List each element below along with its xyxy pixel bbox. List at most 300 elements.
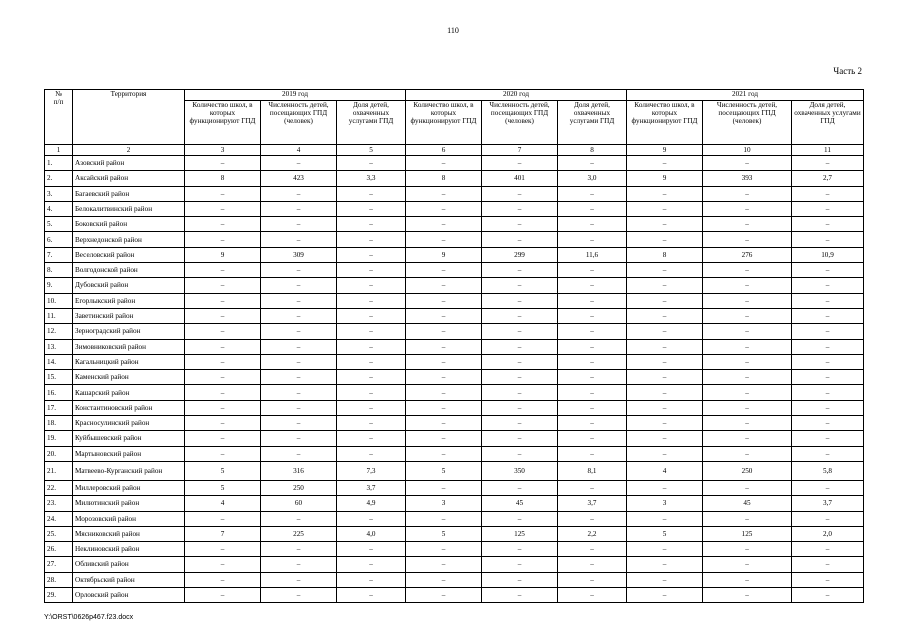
value-cell: – [185,385,261,400]
value-cell: – [558,156,627,171]
territory-name: Заветинский район [73,308,185,323]
row-number: 21. [45,461,73,480]
value-cell: – [558,542,627,557]
row-number: 12. [45,324,73,339]
value-cell: 3,7 [792,496,864,511]
value-cell: – [703,588,792,603]
value-cell: – [792,446,864,461]
value-cell: 9 [406,247,482,262]
value-cell: – [482,416,558,431]
territory-name: Матвеево-Курганский район [73,461,185,480]
value-cell: – [482,572,558,587]
row-number: 1. [45,156,73,171]
table-row [45,324,864,339]
value-cell: 309 [261,247,337,262]
value-cell: – [406,201,482,216]
value-cell: – [261,186,337,201]
row-number: 28. [45,572,73,587]
value-cell: – [337,511,406,526]
value-cell: – [185,201,261,216]
value-cell: – [406,217,482,232]
value-cell: – [703,186,792,201]
value-cell: – [185,416,261,431]
value-cell: – [627,572,703,587]
value-cell: – [261,431,337,446]
value-cell: 8 [406,171,482,186]
value-cell: – [558,201,627,216]
value-cell: – [185,431,261,446]
row-number: 14. [45,354,73,369]
column-numbers-row [45,145,864,156]
value-cell: – [703,278,792,293]
value-cell: – [558,354,627,369]
header-schools-2019: Количество школ, в которых функционируют ГПД [185,101,261,145]
territory-name: Волгодонской район [73,263,185,278]
value-cell: – [185,354,261,369]
value-cell: – [337,339,406,354]
value-cell: – [703,156,792,171]
column-number-cell: 9 [627,145,703,156]
header-num: № п/п [45,90,73,145]
value-cell: 8,1 [558,461,627,480]
row-number: 16. [45,385,73,400]
table-row [45,572,864,587]
value-cell: 225 [261,526,337,541]
value-cell: – [185,156,261,171]
value-cell: – [558,400,627,415]
value-cell: – [261,400,337,415]
territory-name: Неклиновский район [73,542,185,557]
value-cell: – [261,572,337,587]
value-cell: – [261,588,337,603]
territory-name: Октябрьский район [73,572,185,587]
value-cell: – [558,572,627,587]
value-cell: – [337,446,406,461]
value-cell: – [627,370,703,385]
value-cell: – [627,186,703,201]
value-cell: – [185,324,261,339]
value-cell: – [261,156,337,171]
value-cell: – [261,385,337,400]
value-cell: 2,0 [792,526,864,541]
territory-name: Красносулинский район [73,416,185,431]
header-share-2020: Доля детей, охваченных услугами ГПД [558,101,627,145]
value-cell: – [185,588,261,603]
value-cell: – [482,201,558,216]
value-cell: – [482,308,558,323]
value-cell: – [261,511,337,526]
value-cell: – [261,324,337,339]
value-cell: – [261,232,337,247]
value-cell: – [792,324,864,339]
table-row [45,557,864,572]
value-cell: – [406,385,482,400]
value-cell: – [185,557,261,572]
value-cell: – [627,431,703,446]
value-cell: – [703,431,792,446]
value-cell: – [337,293,406,308]
value-cell: – [482,339,558,354]
row-number: 22. [45,480,73,495]
value-cell: 5 [406,526,482,541]
row-number: 6. [45,232,73,247]
value-cell: – [558,480,627,495]
value-cell: 3,7 [558,496,627,511]
table-row [45,400,864,415]
value-cell: 393 [703,171,792,186]
value-cell: 3,3 [337,171,406,186]
value-cell: – [406,572,482,587]
value-cell: – [703,385,792,400]
value-cell: 3,7 [337,480,406,495]
value-cell: 5 [627,526,703,541]
value-cell: 2,7 [792,171,864,186]
value-cell: 5 [406,461,482,480]
value-cell: – [406,446,482,461]
value-cell: – [558,217,627,232]
header-row-years [45,90,864,101]
value-cell: – [627,278,703,293]
value-cell: – [337,324,406,339]
territory-name: Зимовниковский район [73,339,185,354]
part-label: Часть 2 [833,66,862,76]
row-number: 7. [45,247,73,262]
value-cell: – [337,416,406,431]
row-number: 27. [45,557,73,572]
value-cell: – [482,446,558,461]
value-cell: 3,0 [558,171,627,186]
value-cell: – [406,431,482,446]
value-cell: – [627,557,703,572]
value-cell: – [703,201,792,216]
value-cell: – [703,308,792,323]
value-cell: – [482,293,558,308]
value-cell: – [406,511,482,526]
header-children-2020: Численность детей, посещающих ГПД (человек) [482,101,558,145]
header-share-2019: Доля детей, охваченных услугами ГПД [337,101,406,145]
value-cell: – [406,588,482,603]
territory-name: Орловский район [73,588,185,603]
value-cell: – [406,400,482,415]
page-number: 110 [447,26,459,35]
value-cell: – [261,278,337,293]
value-cell: – [558,324,627,339]
value-cell: – [703,572,792,587]
value-cell: 7,3 [337,461,406,480]
row-number: 15. [45,370,73,385]
table-row [45,496,864,511]
value-cell: – [703,400,792,415]
value-cell: – [792,293,864,308]
value-cell: 7 [185,526,261,541]
value-cell: – [337,308,406,323]
value-cell: – [406,156,482,171]
value-cell: 3 [406,496,482,511]
value-cell: – [558,370,627,385]
value-cell: – [792,278,864,293]
value-cell: – [482,278,558,293]
value-cell: – [558,232,627,247]
value-cell: 2,2 [558,526,627,541]
row-number: 10. [45,293,73,308]
territory-name: Константиновский район [73,400,185,415]
value-cell: – [261,557,337,572]
value-cell: – [337,217,406,232]
value-cell: – [261,416,337,431]
value-cell: – [558,557,627,572]
value-cell: – [337,232,406,247]
column-number-cell: 8 [558,145,627,156]
column-number-cell: 6 [406,145,482,156]
value-cell: – [558,308,627,323]
value-cell: – [185,186,261,201]
value-cell: 4 [627,461,703,480]
value-cell: – [406,354,482,369]
value-cell: – [558,263,627,278]
value-cell: 316 [261,461,337,480]
value-cell: – [406,480,482,495]
territory-name: Веселовский район [73,247,185,262]
row-number: 26. [45,542,73,557]
value-cell: – [792,156,864,171]
value-cell: 250 [261,480,337,495]
value-cell: – [482,542,558,557]
row-number: 23. [45,496,73,511]
territory-name: Обливский район [73,557,185,572]
column-number-cell: 11 [792,145,864,156]
row-number: 19. [45,431,73,446]
table-row [45,526,864,541]
value-cell: – [703,354,792,369]
column-number-cell: 5 [337,145,406,156]
column-number-cell: 2 [73,145,185,156]
value-cell: – [627,588,703,603]
table-row [45,431,864,446]
table-row [45,461,864,480]
value-cell: – [337,156,406,171]
header-year-2021: 2021 год [627,90,864,101]
value-cell: – [185,511,261,526]
value-cell: – [558,278,627,293]
value-cell: – [261,201,337,216]
row-number: 9. [45,278,73,293]
row-number: 29. [45,588,73,603]
value-cell: 125 [482,526,558,541]
value-cell: – [792,217,864,232]
value-cell: – [703,339,792,354]
table-body [45,156,864,603]
value-cell: – [558,446,627,461]
value-cell: – [482,156,558,171]
value-cell: – [185,278,261,293]
value-cell: – [627,308,703,323]
value-cell: – [482,217,558,232]
value-cell: – [703,232,792,247]
value-cell: – [261,339,337,354]
value-cell: – [406,186,482,201]
column-number-cell: 10 [703,145,792,156]
table-row [45,542,864,557]
value-cell: – [261,354,337,369]
value-cell: – [703,542,792,557]
header-year-2019: 2019 год [185,90,406,101]
territory-name: Каменский район [73,370,185,385]
column-number-cell: 3 [185,145,261,156]
value-cell: – [703,217,792,232]
value-cell: 60 [261,496,337,511]
row-number: 2. [45,171,73,186]
value-cell: – [627,354,703,369]
value-cell: 4,9 [337,496,406,511]
value-cell: – [703,263,792,278]
value-cell: – [482,324,558,339]
value-cell: – [703,480,792,495]
value-cell: – [406,308,482,323]
value-cell: – [792,186,864,201]
value-cell: – [406,542,482,557]
territory-name: Багаевский район [73,186,185,201]
table-row [45,416,864,431]
value-cell: – [792,480,864,495]
value-cell: – [627,400,703,415]
value-cell: – [337,247,406,262]
value-cell: – [627,416,703,431]
table-row [45,370,864,385]
value-cell: 5 [185,461,261,480]
value-cell: – [792,542,864,557]
value-cell: – [261,293,337,308]
header-schools-2021: Количество школ, в которых функционируют ГПД [627,101,703,145]
table-row [45,278,864,293]
value-cell: – [627,339,703,354]
value-cell: – [406,324,482,339]
value-cell: – [261,308,337,323]
value-cell: – [792,339,864,354]
value-cell: – [558,588,627,603]
value-cell: – [482,557,558,572]
value-cell: 350 [482,461,558,480]
value-cell: 9 [627,171,703,186]
row-number: 13. [45,339,73,354]
row-number: 20. [45,446,73,461]
value-cell: – [185,217,261,232]
value-cell: 276 [703,247,792,262]
value-cell: – [482,263,558,278]
value-cell: 3 [627,496,703,511]
value-cell: 10,9 [792,247,864,262]
value-cell: 5,8 [792,461,864,480]
value-cell: – [406,416,482,431]
header-schools-2020: Количество школ, в которых функционируют ГПД [406,101,482,145]
value-cell: – [792,370,864,385]
value-cell: – [627,480,703,495]
value-cell: – [627,293,703,308]
value-cell: – [337,385,406,400]
territory-name: Зерноградский район [73,324,185,339]
value-cell: – [482,354,558,369]
value-cell: – [482,588,558,603]
value-cell: 45 [482,496,558,511]
value-cell: – [558,385,627,400]
value-cell: 250 [703,461,792,480]
value-cell: – [792,308,864,323]
value-cell: – [482,186,558,201]
value-cell: – [558,416,627,431]
value-cell: – [792,354,864,369]
value-cell: – [185,232,261,247]
value-cell: – [482,370,558,385]
value-cell: – [558,339,627,354]
value-cell: – [792,588,864,603]
value-cell: – [337,400,406,415]
value-cell: 125 [703,526,792,541]
value-cell: – [703,446,792,461]
value-cell: – [558,431,627,446]
territory-name: Миллеровский район [73,480,185,495]
territory-name: Кагальницкий район [73,354,185,369]
value-cell: 8 [627,247,703,262]
value-cell: – [627,263,703,278]
table-row [45,156,864,171]
value-cell: 45 [703,496,792,511]
value-cell: – [337,263,406,278]
value-cell: – [261,263,337,278]
table-row [45,480,864,495]
value-cell: – [185,446,261,461]
value-cell: – [337,370,406,385]
row-number: 4. [45,201,73,216]
value-cell: – [261,542,337,557]
territory-name: Боковский район [73,217,185,232]
value-cell: – [185,293,261,308]
table-row [45,263,864,278]
value-cell: – [261,446,337,461]
table-row [45,186,864,201]
value-cell: – [792,416,864,431]
value-cell: 8 [185,171,261,186]
table-row [45,511,864,526]
territory-name: Белокалитвинский район [73,201,185,216]
territory-name: Кашарский район [73,385,185,400]
table-row [45,247,864,262]
value-cell: – [627,156,703,171]
value-cell: – [337,588,406,603]
value-cell: – [627,542,703,557]
value-cell: – [703,416,792,431]
table-row [45,171,864,186]
value-cell: – [627,511,703,526]
column-number-cell: 4 [261,145,337,156]
territory-name: Аксайский район [73,171,185,186]
value-cell: – [406,557,482,572]
value-cell: 401 [482,171,558,186]
value-cell: – [627,201,703,216]
table-row [45,293,864,308]
column-number-cell: 1 [45,145,73,156]
value-cell: 9 [185,247,261,262]
table-row [45,217,864,232]
value-cell: – [558,293,627,308]
table-row [45,308,864,323]
value-cell: – [627,232,703,247]
territory-name: Азовский район [73,156,185,171]
row-number: 3. [45,186,73,201]
value-cell: – [406,339,482,354]
territory-name: Мясниковский район [73,526,185,541]
value-cell: – [406,232,482,247]
value-cell: – [482,400,558,415]
file-path-footer: Y:\ORST\0626p467.f23.docx [44,614,134,621]
